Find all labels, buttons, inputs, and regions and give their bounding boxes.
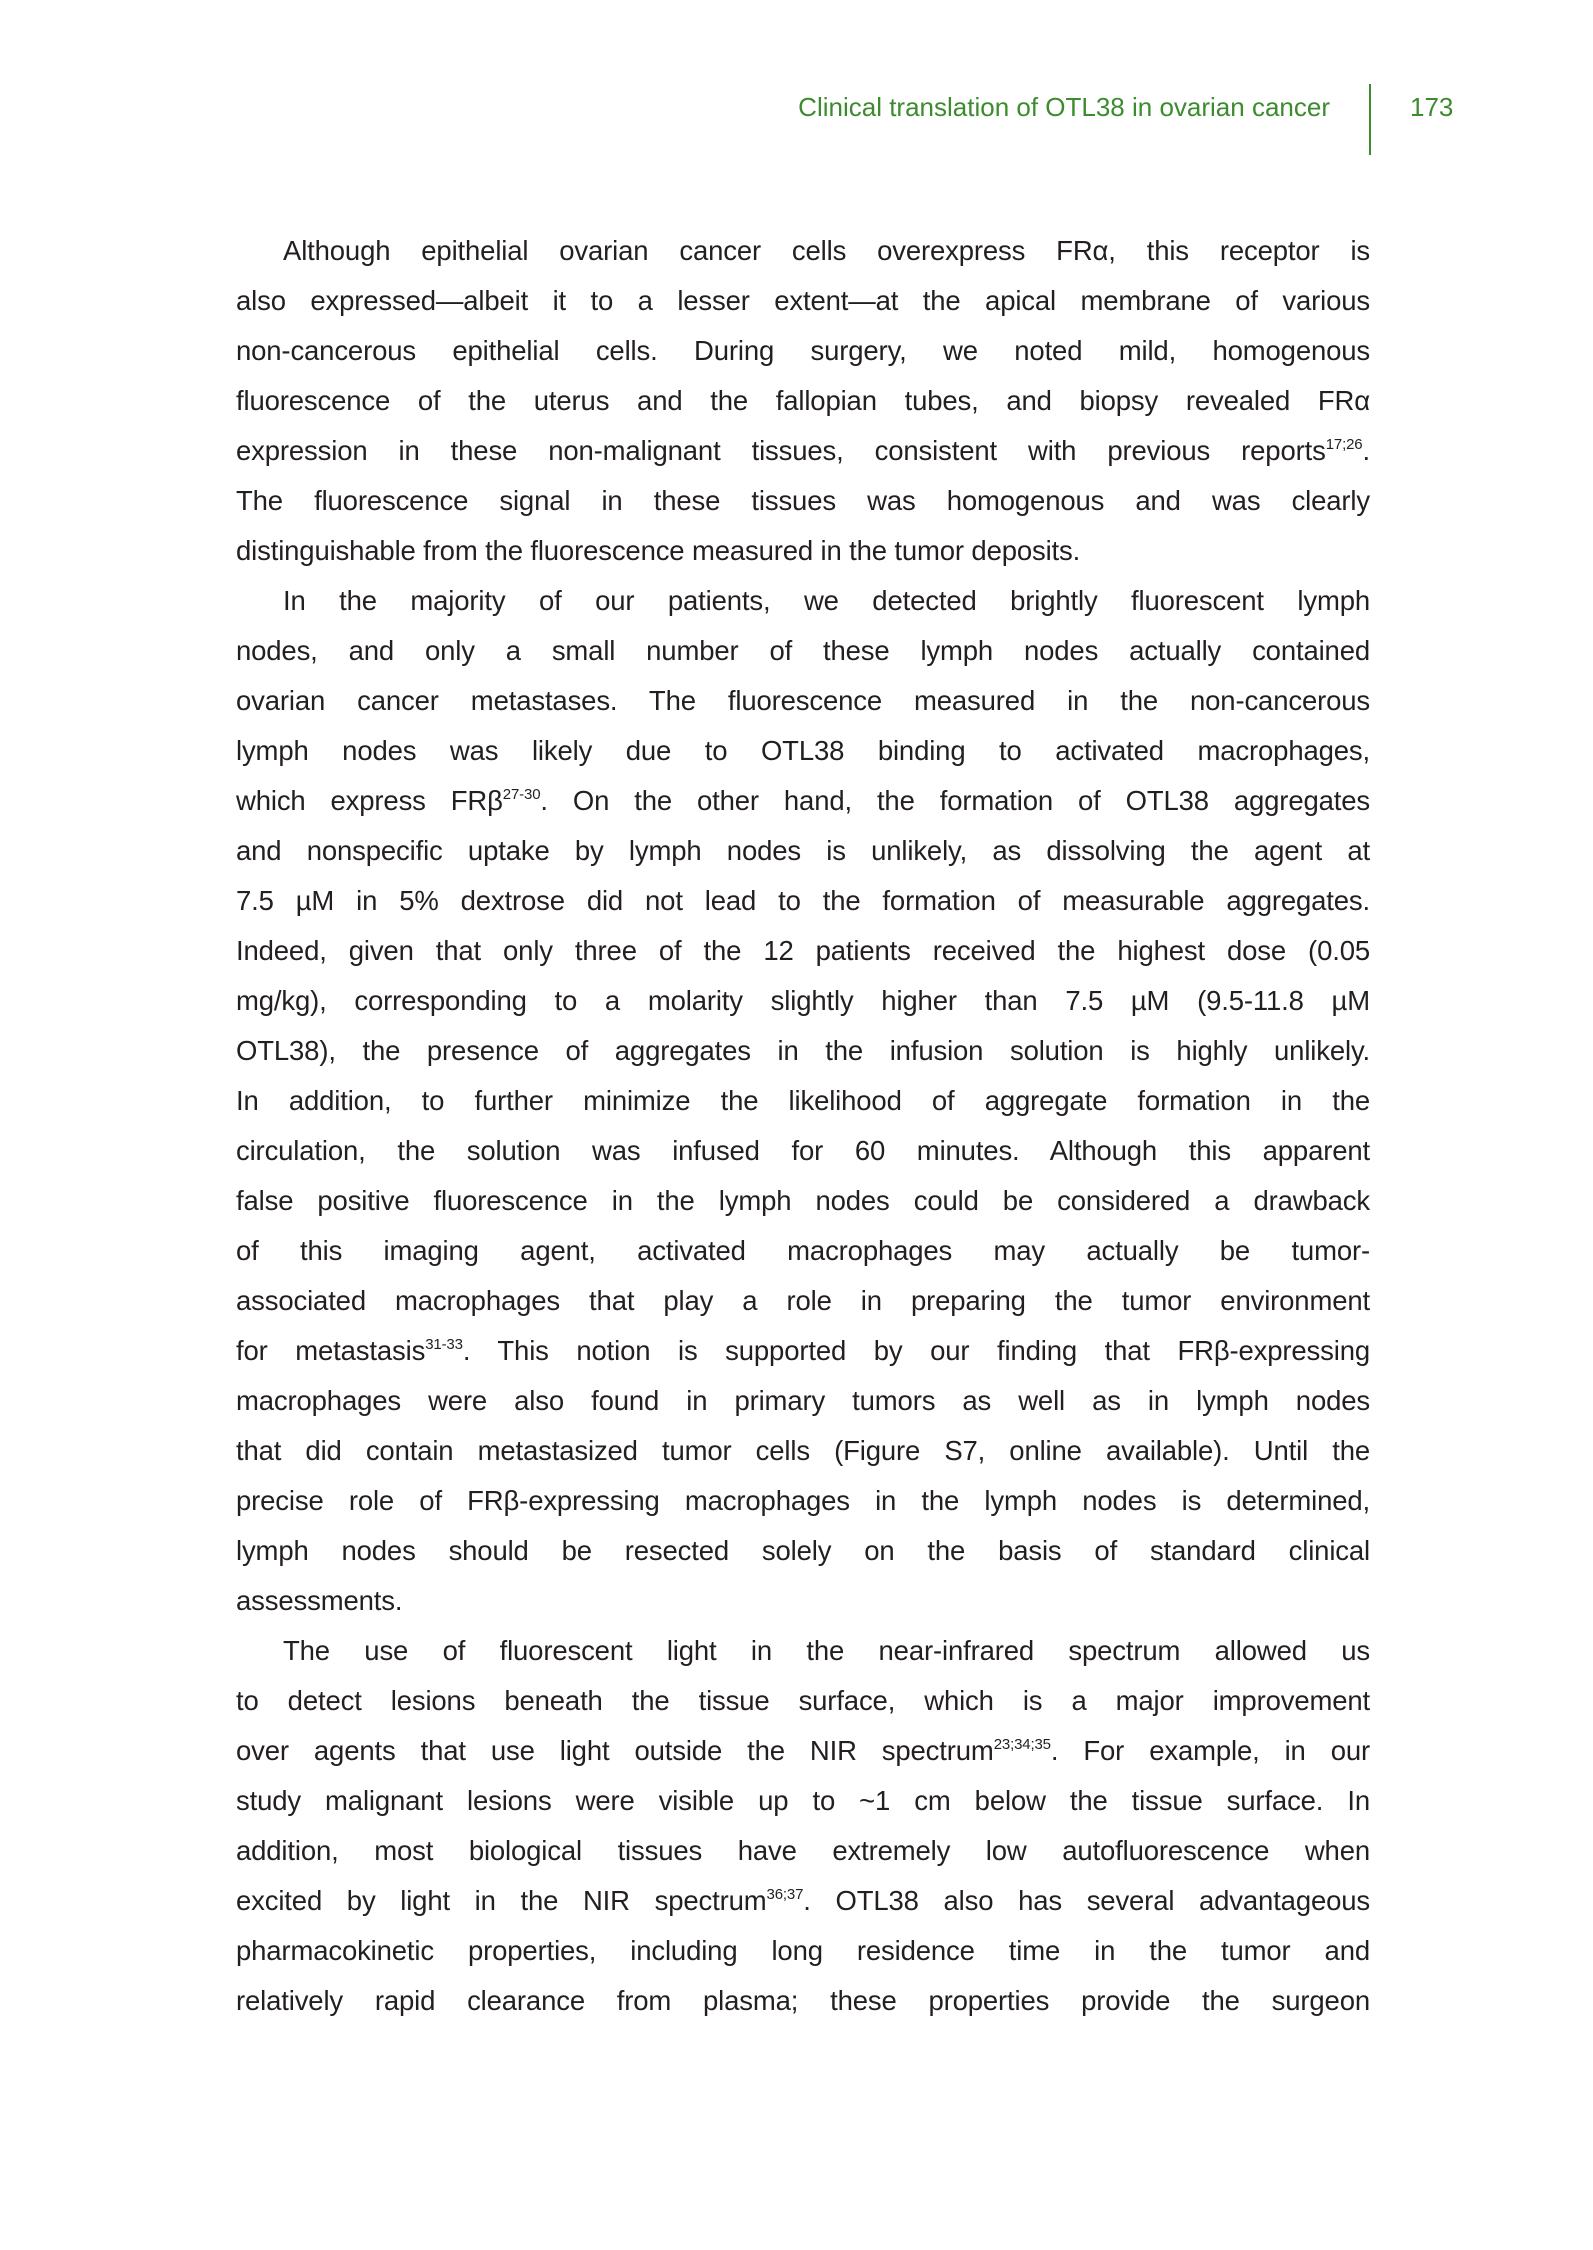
text-line <box>236 476 1370 526</box>
text-segment: . OTL38 also has several advantageous <box>803 1885 1370 1916</box>
text-line <box>236 1126 1370 1176</box>
text-line <box>236 676 1370 726</box>
text-segment: of this imaging agent, activated macrophages may actually be tumor- <box>236 1235 1370 1266</box>
text-segment: mg/kg), corresponding to a molarity slightly higher than 7.5 µM (9.5-11.8 µM <box>236 985 1370 1016</box>
citation-superscript: 17;26 <box>1325 436 1363 453</box>
text-line <box>236 1376 1370 1426</box>
text-segment: The fluorescence signal in these tissues was homogenous and was clearly <box>236 485 1370 516</box>
text-segment: associated macrophages that play a role in preparing the tumor environment <box>236 1285 1370 1316</box>
text-segment: In addition, to further minimize the likelihood of aggregate formation in the <box>236 1085 1370 1116</box>
text-line <box>236 1226 1370 1276</box>
text-line <box>236 226 1370 276</box>
text-segment: assessments. <box>236 1585 403 1616</box>
text-segment: Although epithelial ovarian cancer cells overexpress FRα, this receptor is <box>283 235 1370 266</box>
text-segment: lymph nodes should be resected solely on the basis of standard clinical <box>236 1535 1370 1566</box>
text-segment: OTL38), the presence of aggregates in the infusion solution is highly unlikely. <box>236 1035 1370 1066</box>
text-line <box>236 1776 1370 1826</box>
text-segment: relatively rapid clearance from plasma; these properties provide the surgeon <box>236 1985 1370 2016</box>
text-line <box>236 1726 1370 1776</box>
text-line <box>236 1176 1370 1226</box>
citation-superscript: 27-30 <box>502 786 541 803</box>
text-segment: also expressed—albeit it to a lesser extent—at the apical membrane of various <box>236 285 1370 316</box>
text-line <box>236 826 1370 876</box>
paragraph <box>236 576 1370 1626</box>
text-segment: that did contain metastasized tumor cells (Figure S7, online available). Until the <box>236 1435 1370 1466</box>
text-segment: false positive fluorescence in the lymph nodes could be considered a drawback <box>236 1185 1370 1216</box>
text-segment: addition, most biological tissues have extremely low autofluorescence when <box>236 1835 1370 1866</box>
text-line <box>236 326 1370 376</box>
body-text <box>236 226 1370 2026</box>
text-line <box>236 626 1370 676</box>
text-segment: pharmacokinetic properties, including long residence time in the tumor and <box>236 1935 1370 1966</box>
text-line <box>236 726 1370 776</box>
text-line <box>236 1526 1370 1576</box>
text-line <box>236 1876 1370 1926</box>
text-line <box>236 1576 1370 1626</box>
text-segment: and nonspecific uptake by lymph nodes is unlikely, as dissolving the agent at <box>236 835 1370 866</box>
text-line <box>236 576 1370 626</box>
header-divider <box>1369 84 1371 155</box>
text-segment: The use of fluorescent light in the near-infrared spectrum allowed us <box>283 1635 1370 1666</box>
text-line <box>236 426 1370 476</box>
text-line <box>236 526 1370 576</box>
text-segment: precise role of FRβ-expressing macrophages in the lymph nodes is determined, <box>236 1485 1370 1516</box>
text-line <box>236 1926 1370 1976</box>
paragraph <box>236 226 1370 576</box>
text-segment: for metastasis <box>236 1335 426 1366</box>
text-segment: nodes, and only a small number of these lymph nodes actually contained <box>236 635 1370 666</box>
text-line <box>236 1826 1370 1876</box>
text-segment: . On the other hand, the formation of OTL38 aggregates <box>540 785 1370 816</box>
citation-superscript: 31-33 <box>425 1336 463 1353</box>
text-line <box>236 1426 1370 1476</box>
text-segment: . This notion is supported by our finding that FRβ-expressing <box>462 1335 1370 1366</box>
text-segment: ovarian cancer metastases. The fluorescence measured in the non-cancerous <box>236 685 1370 716</box>
text-segment: lymph nodes was likely due to OTL38 binding to activated macrophages, <box>236 735 1370 766</box>
text-line <box>236 376 1370 426</box>
citation-superscript: 23;34;35 <box>993 1736 1051 1753</box>
text-segment: macrophages were also found in primary tumors as well as in lymph nodes <box>236 1385 1370 1416</box>
text-segment: study malignant lesions were visible up to ~1 cm below the tissue surface. In <box>236 1785 1370 1816</box>
text-segment: Indeed, given that only three of the 12 patients received the highest dose (0.05 <box>236 935 1370 966</box>
running-title: Clinical translation of OTL38 in ovarian cancer <box>798 92 1330 122</box>
text-segment: . <box>1362 435 1370 466</box>
text-segment: fluorescence of the uterus and the fallopian tubes, and biopsy revealed FRα <box>236 385 1370 416</box>
text-line <box>236 1326 1370 1376</box>
text-line <box>236 776 1370 826</box>
text-line <box>236 1026 1370 1076</box>
text-segment: which express FRβ <box>236 785 503 816</box>
text-line <box>236 876 1370 926</box>
text-line <box>236 1476 1370 1526</box>
text-segment: . For example, in our <box>1050 1735 1370 1766</box>
citation-superscript: 36;37 <box>766 1886 804 1903</box>
text-line <box>236 1076 1370 1126</box>
text-line <box>236 926 1370 976</box>
text-line <box>236 1676 1370 1726</box>
text-line <box>236 276 1370 326</box>
text-line <box>236 1626 1370 1676</box>
text-line <box>236 976 1370 1026</box>
text-segment: excited by light in the NIR spectrum <box>236 1885 767 1916</box>
text-segment: over agents that use light outside the NIR spectrum <box>236 1735 994 1766</box>
text-line <box>236 1276 1370 1326</box>
text-segment: In the majority of our patients, we detected brightly fluorescent lymph <box>283 585 1370 616</box>
text-segment: circulation, the solution was infused for 60 minutes. Although this apparent <box>236 1135 1370 1166</box>
text-segment: non-cancerous epithelial cells. During surgery, we noted mild, homogenous <box>236 335 1370 366</box>
text-line <box>236 1976 1370 2026</box>
text-segment: 7.5 µM in 5% dextrose did not lead to the formation of measurable aggregates. <box>236 885 1370 916</box>
paragraph <box>236 1626 1370 2026</box>
text-segment: to detect lesions beneath the tissue surface, which is a major improvement <box>236 1685 1370 1716</box>
page-number: 173 <box>1410 92 1454 122</box>
text-segment: distinguishable from the fluorescence measured in the tumor deposits. <box>236 535 1081 566</box>
text-segment: expression in these non-malignant tissues, consistent with previous reports <box>236 435 1326 466</box>
